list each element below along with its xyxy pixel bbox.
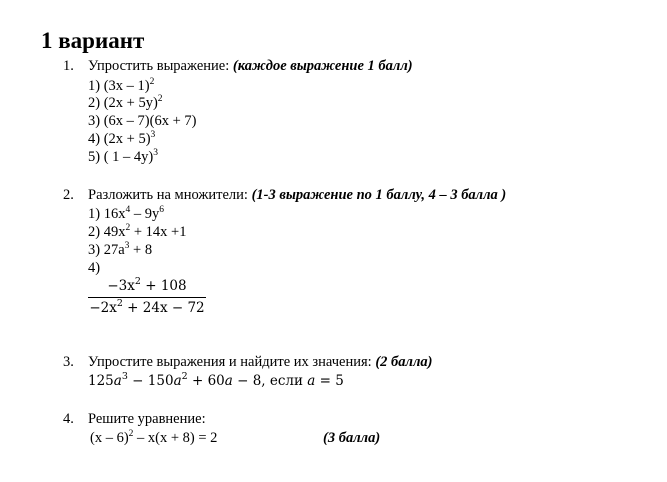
denominator-power: 2 bbox=[116, 298, 123, 309]
task2-item-1 bbox=[88, 206, 164, 223]
expr-const-and-condition: − 8, если bbox=[232, 373, 308, 389]
task1-heading bbox=[88, 58, 413, 75]
expr-coef-1: 125 bbox=[88, 373, 114, 389]
equation-part-b: – x(x + 8) = 2 bbox=[133, 430, 218, 446]
expr-power-1: 3 bbox=[121, 371, 128, 382]
task2-item-3 bbox=[88, 242, 152, 259]
task2-item-4-label: 4) bbox=[88, 260, 101, 276]
task2-text: Разложить на множители: bbox=[88, 187, 252, 203]
expr-value: = 5 bbox=[315, 373, 344, 389]
task1-text: Упростить выражение: bbox=[88, 58, 233, 74]
task4-points: (3 балла) bbox=[323, 430, 381, 446]
task3-number: 3. bbox=[63, 354, 74, 370]
task2-heading bbox=[88, 187, 506, 204]
expr-coef-2: − 150 bbox=[127, 373, 174, 389]
expr-var-4: a bbox=[307, 373, 316, 389]
task2-item-2-part-b: + 14x +1 bbox=[130, 224, 187, 240]
task2-item-2-part-a: 2) 49x bbox=[88, 224, 126, 240]
fraction-bar bbox=[88, 297, 206, 298]
numerator-rest: + 108 bbox=[140, 278, 187, 294]
task1-item-5-expr: 5) ( 1 – 4y) bbox=[88, 149, 154, 165]
task1-item-5 bbox=[88, 149, 158, 166]
task4-text: Решите уравнение: bbox=[88, 411, 206, 427]
task2-item-1-part-a: 1) 16x bbox=[88, 206, 126, 222]
task1-item-1-expr: 1) (3x – 1) bbox=[88, 78, 150, 94]
task1-item-4-expr: 4) (2x + 5) bbox=[88, 131, 151, 147]
task4-equation bbox=[90, 430, 217, 447]
variant-title: 1 вариант bbox=[41, 28, 145, 53]
numerator-power: 2 bbox=[134, 276, 141, 287]
task1-item-2-power: 2 bbox=[157, 94, 163, 104]
expr-var-3: a bbox=[224, 373, 233, 389]
task2-item-3-part-b: + 8 bbox=[129, 242, 153, 258]
denominator-term: −2x bbox=[89, 300, 117, 316]
task3-text: Упростите выражения и найдите их значения: bbox=[88, 354, 376, 370]
task1-item-2 bbox=[88, 95, 163, 112]
task2-item-2 bbox=[88, 224, 186, 241]
task2-item-3-part-a: 3) 27a bbox=[88, 242, 125, 258]
expr-var-1: a bbox=[113, 373, 122, 389]
task1-item-3-expr: 3) (6x – 7)(6x + 7) bbox=[88, 113, 197, 129]
task1-item-3 bbox=[88, 113, 196, 130]
task1-item-1-power: 2 bbox=[149, 77, 155, 87]
expr-power-2: 2 bbox=[181, 371, 188, 382]
task2-item-4-fraction bbox=[88, 277, 206, 318]
equation-power: 2 bbox=[128, 429, 134, 439]
task2-item-1-part-b: – 9y bbox=[130, 206, 160, 222]
task3-points: (2 балла) bbox=[375, 354, 433, 370]
task2-item-2-power: 2 bbox=[125, 223, 131, 233]
task1-item-2-expr: 2) (2x + 5y) bbox=[88, 95, 158, 111]
task3-expression bbox=[88, 373, 344, 390]
task1-item-4 bbox=[88, 131, 155, 148]
task2-item-1-power-b: 6 bbox=[159, 205, 164, 215]
task1-item-1 bbox=[88, 78, 154, 95]
task4-number: 4. bbox=[63, 411, 74, 427]
expr-coef-3: + 60 bbox=[187, 373, 225, 389]
numerator-term: −3x bbox=[107, 278, 135, 294]
task2-number: 2. bbox=[63, 187, 74, 203]
fraction-numerator bbox=[88, 277, 206, 296]
equation-part-a: (x – 6) bbox=[90, 430, 129, 446]
task1-number: 1. bbox=[63, 58, 74, 74]
task1-points: (каждое выражение 1 балл) bbox=[232, 58, 413, 74]
task1-item-4-power: 3 bbox=[150, 130, 156, 140]
task2-item-3-power: 3 bbox=[124, 241, 130, 251]
task2-item-1-power-a: 4 bbox=[125, 205, 131, 215]
task1-item-5-power: 3 bbox=[153, 148, 158, 158]
expr-var-2: a bbox=[173, 373, 182, 389]
task3-heading bbox=[88, 354, 432, 371]
task2-points: (1-3 выражение по 1 баллу, 4 – 3 балла ) bbox=[251, 187, 507, 203]
denominator-rest: + 24x − 72 bbox=[122, 300, 205, 316]
fraction-denominator bbox=[88, 299, 206, 318]
